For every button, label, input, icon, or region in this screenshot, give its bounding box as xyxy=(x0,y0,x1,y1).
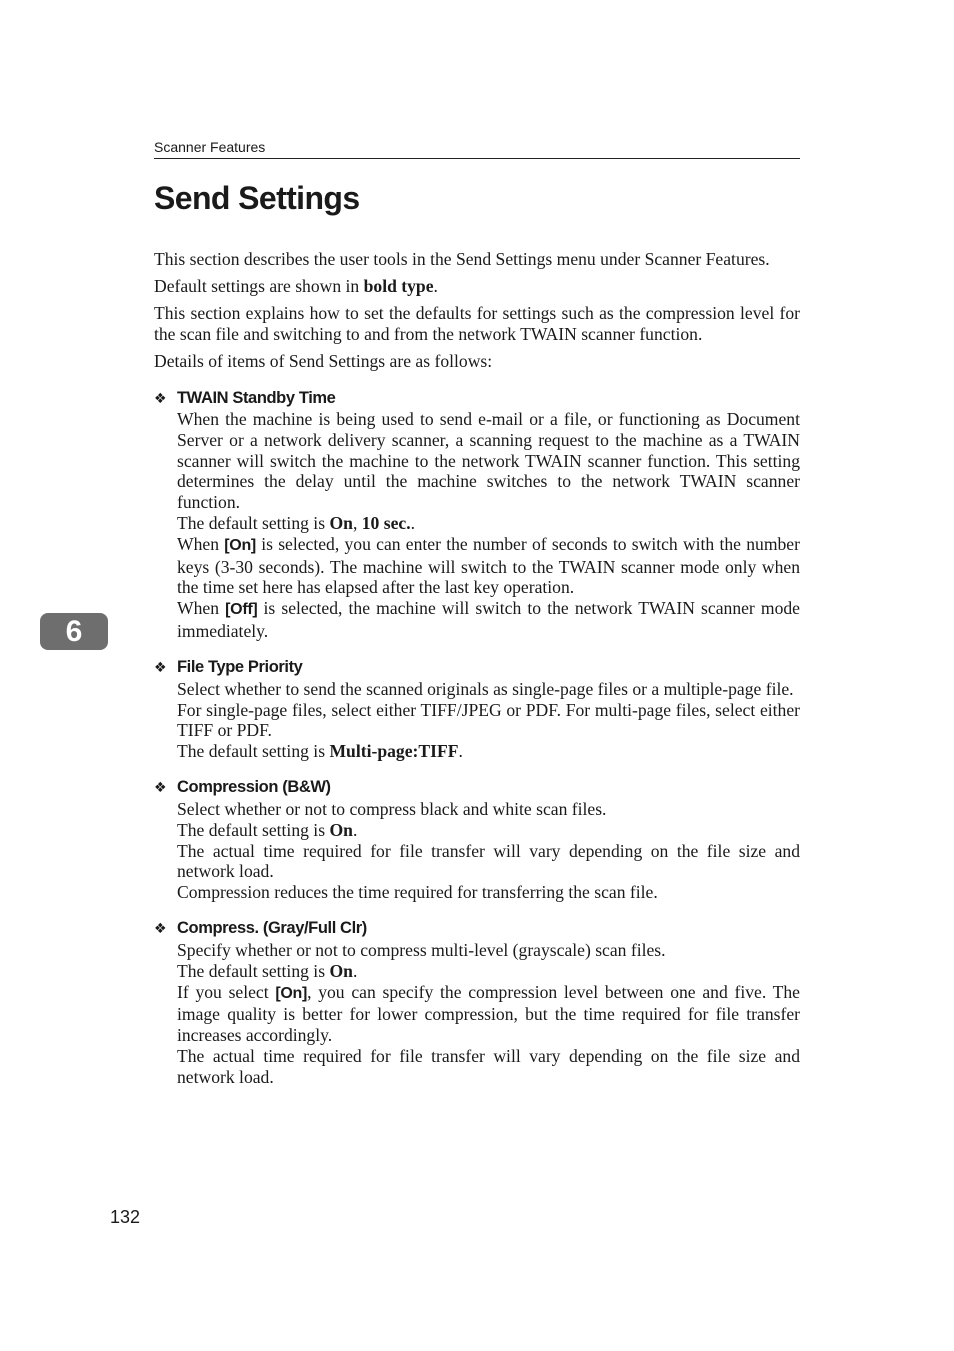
section-body xyxy=(177,940,800,1088)
section-text: For single-page files, select either TIFF/JPEG or PDF. For multi-page files, select either TIFF or PDF. xyxy=(177,699,800,741)
diamond-bullet-icon: ❖ xyxy=(154,920,167,937)
default-value: Multi-page:TIFF xyxy=(329,741,459,762)
default-value: On xyxy=(329,960,353,981)
page-body xyxy=(154,249,800,1088)
section-text: Specify whether or not to compress multi-level (grayscale) scan files. xyxy=(177,939,666,960)
key-label: [On] xyxy=(224,536,256,554)
section-text: Compression reduces the time required for transferring the scan file. xyxy=(177,882,658,903)
section-heading-text: Compression (B&W) xyxy=(177,778,331,797)
text-run: If you select xyxy=(177,981,276,1002)
bold-term: bold type xyxy=(363,276,434,296)
text-run: . xyxy=(352,819,358,840)
section-heading-text: Compress. (Gray/Full Clr) xyxy=(177,919,367,938)
page-title: Send Settings xyxy=(154,180,360,216)
section-heading xyxy=(154,918,800,940)
section-heading xyxy=(154,657,800,679)
default-setting-text xyxy=(177,513,800,534)
section-compress-gray-full-clr xyxy=(154,918,800,1088)
diamond-bullet-icon: ❖ xyxy=(154,389,167,406)
page-number: 132 xyxy=(110,1207,141,1227)
default-setting-text xyxy=(177,820,800,841)
chapter-tab xyxy=(40,613,108,650)
key-label: [On] xyxy=(275,984,308,1002)
section-text xyxy=(177,598,800,642)
intro-paragraph-4: Details of items of Send Settings are as follows: xyxy=(154,351,493,371)
text-run: , you can specify the compression level between one and five. The image quality is better for lower compression, but the time required for file transfer increases accordingly. xyxy=(177,981,800,1046)
section-file-type-priority xyxy=(154,657,800,762)
section-body xyxy=(177,409,800,642)
section-heading xyxy=(154,387,800,409)
section-text xyxy=(177,982,800,1046)
text-run: . xyxy=(410,512,415,533)
section-compression-bw xyxy=(154,777,800,903)
text-run: , xyxy=(352,512,362,533)
default-setting-text xyxy=(177,741,800,762)
text-run: is selected, the machine will switch to the network TWAIN scanner mode immediately. xyxy=(177,598,800,641)
section-twain-standby-time xyxy=(154,387,800,642)
text-run: When xyxy=(177,598,226,619)
text-run: . xyxy=(433,276,438,296)
key-label: [Off] xyxy=(225,601,258,619)
section-heading-text: File Type Priority xyxy=(177,658,303,677)
text-run: When xyxy=(177,533,225,554)
intro-paragraph-1: This section describes the user tools in the Send Settings menu under Scanner Features. xyxy=(154,249,770,269)
default-value: 10 sec. xyxy=(361,512,411,533)
text-run: The default setting is xyxy=(177,819,330,840)
chapter-number: 6 xyxy=(65,614,83,648)
section-text xyxy=(177,534,800,598)
text-run: The default setting is xyxy=(177,741,330,762)
default-value: On xyxy=(329,512,353,533)
default-setting-text xyxy=(177,961,800,982)
text-run: . xyxy=(458,741,463,762)
section-heading xyxy=(154,777,800,799)
intro-paragraph-2 xyxy=(154,276,800,297)
intro-paragraph-3: This section explains how to set the defaults for settings such as the compression level for the scan file and switching to and from the network TWAIN scanner function. xyxy=(154,303,800,344)
default-value: On xyxy=(329,819,353,840)
section-heading-text: TWAIN Standby Time xyxy=(177,388,336,407)
text-run: Default settings are shown in xyxy=(154,276,364,296)
section-text: The actual time required for file transfer will vary depending on the file size and network load. xyxy=(177,840,800,882)
section-text: When the machine is being used to send e-mail or a file, or functioning as Document Server or a network delivery scanner, a scanning request to the machine as a TWAIN scanner will switch the machine to the network TWAIN scanner function. This setting determines the delay until the machine switches to the network TWAIN scanner function. xyxy=(177,409,800,513)
section-body xyxy=(177,799,800,903)
section-text: The actual time required for file transfer will vary depending on the file size and network load. xyxy=(177,1045,800,1087)
text-run: . xyxy=(352,960,358,981)
section-text: Select whether to send the scanned originals as single-page files or a multiple-page file. xyxy=(177,678,794,699)
text-run: The default setting is xyxy=(177,960,330,981)
running-header: Scanner Features xyxy=(154,139,800,159)
diamond-bullet-icon: ❖ xyxy=(154,779,167,796)
diamond-bullet-icon: ❖ xyxy=(154,659,167,676)
text-run: is selected, you can enter the number of seconds to switch with the number keys (3-30 seconds). The machine will switch to the TWAIN scanner mode only when the time set here has elapsed after the last key operation. xyxy=(177,533,800,598)
text-run: The default setting is xyxy=(177,512,330,533)
section-body xyxy=(177,679,800,762)
section-text: Select whether or not to compress black and white scan files. xyxy=(177,798,607,819)
